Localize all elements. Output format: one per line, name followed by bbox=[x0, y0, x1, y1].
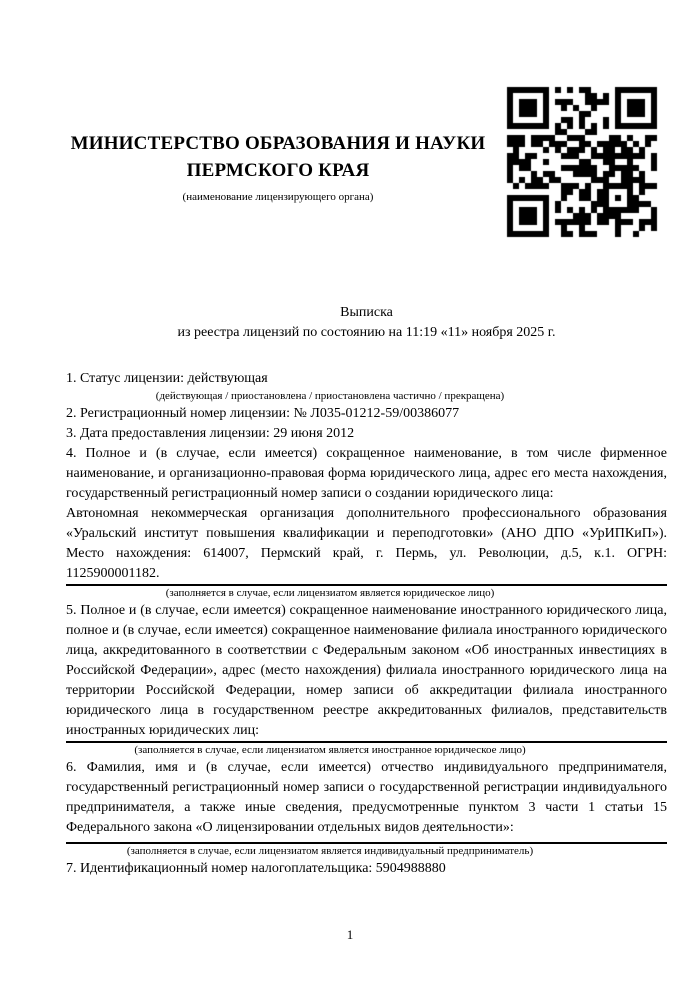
page-number: 1 bbox=[346, 927, 354, 942]
item-2-registration-number: 2. Регистрационный номер лицензии: № Л035-01212-59/00386077 bbox=[66, 406, 460, 421]
item-4-fill-caption: (заполняется в случае, если лицензиатом является юридическое лицо) bbox=[165, 587, 495, 599]
qr-code-canvas bbox=[502, 82, 662, 242]
item-3-license-date: 3. Дата предоставления лицензии: 29 июня 2012 bbox=[66, 426, 355, 441]
document-title bbox=[66, 303, 667, 343]
item-5-foreign-entity-label: 5. Полное и (в случае, если имеется) сокращенное наименование иностранного юридического лица, полное и (в случае, если имеется) сокращенное наименование филиала иностранного юридического лица, аккредитованного в соответствии с Федеральным законом «Об иностранных инвестициях в Российской Федерации», адрес (место нахождения) филиала иностранного юридического лица на территории Российской Федерации, номер записи об аккредитации филиала иностранного юридического лица в государственном реестре аккредитованных филиалов, представительств иностранных юридических лиц: bbox=[66, 603, 667, 738]
document-title-line1: Выписка bbox=[340, 305, 393, 320]
authority-caption: (наименование лицензирующего органа) bbox=[182, 191, 374, 203]
licensing-authority-header bbox=[66, 130, 490, 204]
item-4-legal-entity-label: 4. Полное и (в случае, если имеется) сокращенное наименование, в том числе фирменное наименование, и организационно-правовая форма юридического лица, адрес его места нахождения, государственный регистрационный номер записи о создании юридического лица: bbox=[66, 446, 667, 501]
item-7-taxpayer-number: 7. Идентификационный номер налогоплательщика: 5904988880 bbox=[66, 861, 446, 876]
item-1-license-status: 1. Статус лицензии: действующая bbox=[66, 371, 268, 386]
document-body bbox=[66, 369, 667, 879]
qr-code-icon bbox=[502, 82, 662, 242]
item-5-fill-caption: (заполняется в случае, если лицензиатом является иностранное юридическое лицо) bbox=[134, 744, 526, 756]
item-4-legal-entity-value: Автономная некоммерческая организация дополнительного профессионального образования «Уральский институт повышения квалификации и переподготовки» (АНО ДПО «УрИПКиП»). Место нахождения: 614007, Пермский край, г. Пермь, ул. Революции, д.5, к.1. ОГРН: 1125900001182. bbox=[66, 506, 667, 581]
item-6-fill-caption: (заполняется в случае, если лицензиатом является индивидуальный предприниматель) bbox=[126, 845, 534, 857]
document-title-line2: из реестра лицензий по состоянию на 11:19 «11» ноября 2025 г. bbox=[177, 325, 556, 340]
item-6-individual-entrepreneur-label: 6. Фамилия, имя и (в случае, если имеется) отчество индивидуального предпринимателя, государственный регистрационный номер записи о государственной регистрации индивидуального предпринимателя, а также иные сведения, предусмотренные пунктом 3 части 1 статьи 15 Федерального закона «О лицензировании отдельных видов деятельности»: bbox=[66, 760, 667, 835]
ministry-name-line2: ПЕРМСКОГО КРАЯ bbox=[186, 160, 370, 181]
ministry-name-line1: МИНИСТЕРСТВО ОБРАЗОВАНИЯ И НАУКИ bbox=[70, 133, 486, 154]
item-1-status-options-caption: (действующая / приостановлена / приостановлена частично / прекращена) bbox=[155, 390, 505, 402]
